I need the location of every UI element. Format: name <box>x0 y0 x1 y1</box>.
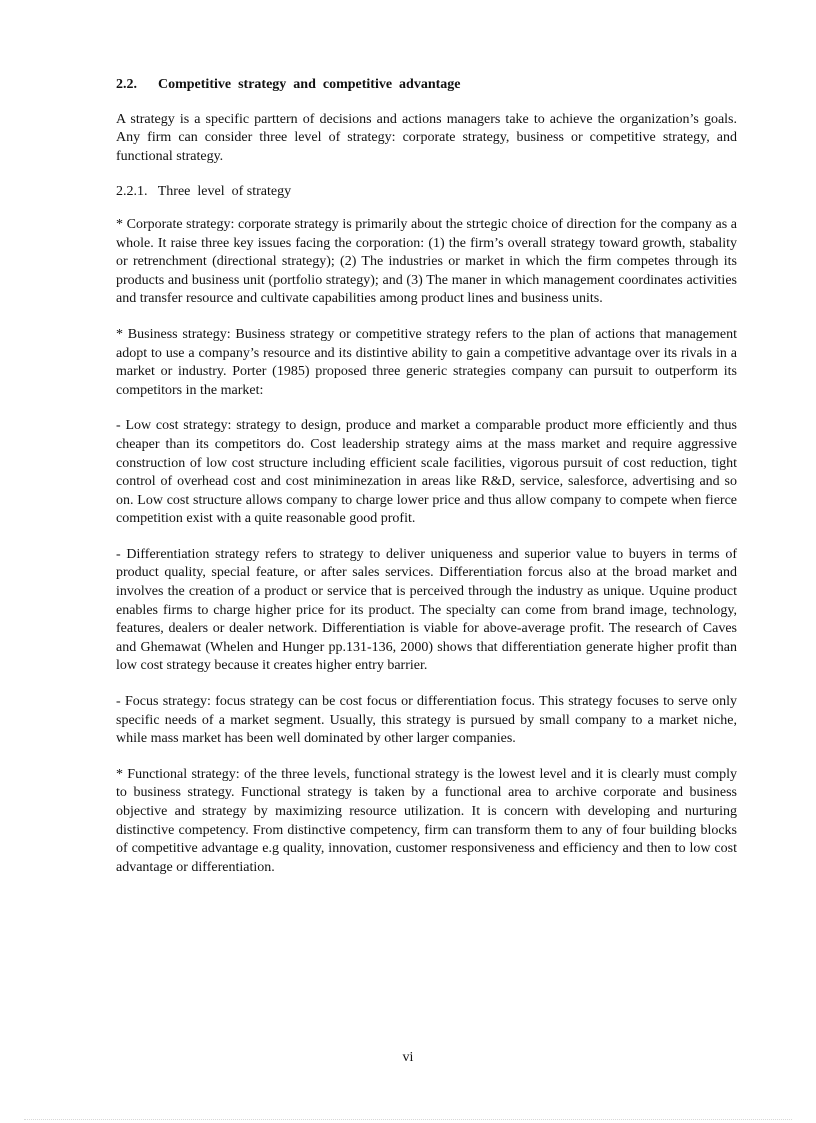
subsection-heading: 2.2.1. Three level of strategy <box>116 184 292 200</box>
corporate-strategy-paragraph: * Corporate strategy: corporate strategy is primarily about the strtegic choice of direction for the company as a whole. It raise three key issues facing the corporation: (1) the firm’s overall strategy toward growth, stabality or retrenchment (directional strategy); (2) The industries or market in which the firm competes through its products and business unit (portfolio strategy); and (3) The maner in which management coordinates activities and transfer resource and cultivate capabilities among product lines and business units. <box>116 216 737 307</box>
intro-paragraph: A strategy is a specific parttern of decisions and actions managers take to achieve the organization’s goals. Any firm can consider three level of strategy: corporate strategy, business or competitive strategy, and functional strategy. <box>116 111 737 164</box>
page-number: vi <box>402 1050 414 1065</box>
business-strategy-paragraph: * Business strategy: Business strategy or competitive strategy refers to the plan of actions that management adopt to use a company’s resource and its distintive ability to gain a competitive advantage over its rivals in a market or industry. Porter (1985) proposed three generic strategies company can pursuit to outperform its competitors in the market: <box>116 326 737 398</box>
focus-strategy-paragraph: - Focus strategy: focus strategy can be cost focus or differentiation focus. This strategy focuses to serve only specific needs of a market segment. Usually, this strategy is pursued by small company to a market niche, while mass market has been well dominated by other larger companies. <box>116 694 737 747</box>
differentiation-strategy-paragraph: - Differentiation strategy refers to strategy to deliver uniqueness and superior value to buyers in terms of product quality, special feature, or after sales services. Differentiation forcus also at the broad market and involves the creation of a product or service that is perceived through the industry as unique. Uquine product enables firms to charge higher price for its product. The specialty can come from brand image, technology, features, dealers or dealer network. Differentiation is viable for above-average profit. The research of Caves and Ghemawat (Whelen and Hunger pp.131-136, 2000) shows that differentiation generate higher profit than low cost strategy because it creates higher entry barrier. <box>116 546 737 674</box>
low-cost-strategy-paragraph: - Low cost strategy: strategy to design, produce and market a comparable product more efficiently and thus cheaper than its competitors do. Cost leadership strategy aims at the mass market and require aggressive construction of low cost structure including efficient scale facilities, vigorous pursuit of cost reduction, tight control of overhead cost and cost miniminezation in areas like R&D, service, salesforce, advertising and so on. Low cost structure allows company to charge lower price and thus allow company to compete when fierce competition exist with a quite reasonable good profit. <box>116 418 737 527</box>
functional-strategy-paragraph: * Functional strategy: of the three levels, functional strategy is the lowest level and it is clearly must comply to business strategy. Functional strategy is taken by a functional area to archive corporate and business objective and strategy by maximizing resource utilization. It is concern with developing and nurturing distinctive competency. From distinctive competency, firm can transform them to any of four building blocks of competitive advantage e.g quality, innovation, customer responsiveness and efficiency and then to low cost advantage or differentiation. <box>116 766 737 875</box>
section-heading: 2.2. Competitive strategy and competitive advantage <box>116 77 461 92</box>
page-bottom-border <box>24 1119 792 1120</box>
page-body <box>116 76 737 894</box>
